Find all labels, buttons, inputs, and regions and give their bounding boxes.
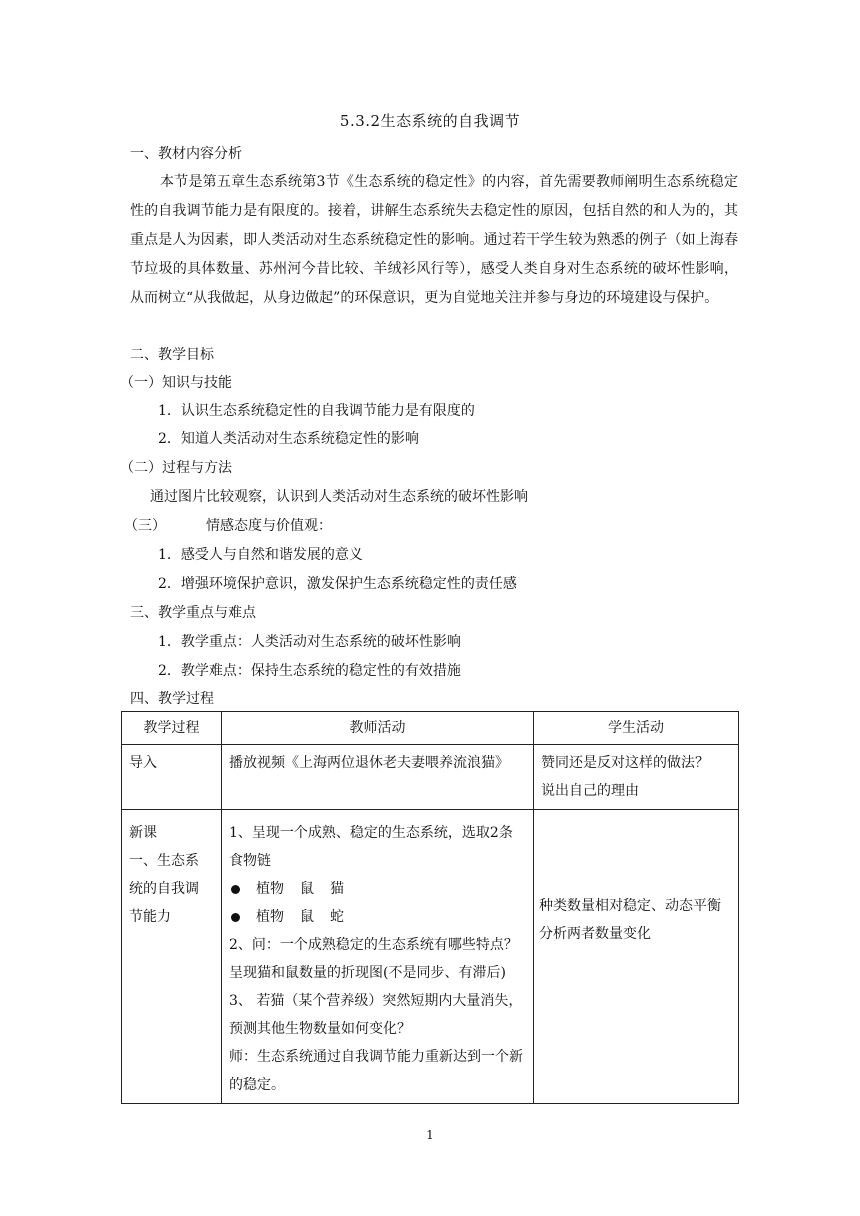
subheading-knowledge: （一）知识与技能 — [120, 375, 232, 391]
chain2-mouse: 鼠 — [300, 909, 314, 925]
goal-item-1: 1．认识生态系统稳定性的自我调节能力是有限度的 — [158, 403, 475, 419]
cell-intro-stage: 导入 — [122, 745, 222, 810]
chain2-snake: 蛇 — [330, 909, 344, 925]
stage-line-4: 节能力 — [129, 909, 171, 925]
section-heading-1: 一、教材内容分析 — [130, 146, 242, 162]
chain1-plant: 植物 — [256, 881, 284, 897]
cell-intro-teacher: 播放视频《上海两位退休老夫妻喂养流浪猫》 — [222, 745, 534, 810]
stage-line-2: 一、生态系 — [129, 853, 199, 869]
difficult-point: 2．教学难点：保持生态系统的稳定性的有效措施 — [158, 663, 461, 679]
chain1-mouse: 鼠 — [300, 881, 314, 897]
food-chain-2 — [229, 903, 526, 931]
teacher-conclusion: 师：生态系统通过自我调节能力重新达到一个新的稳定。 — [229, 1049, 523, 1093]
subheading-process: （二）过程与方法 — [120, 460, 232, 476]
chain1-cat: 猫 — [330, 881, 344, 897]
subheading-attitude — [124, 512, 744, 540]
section-heading-3: 三、教学重点与难点 — [130, 605, 256, 621]
bullet-icon — [231, 913, 240, 922]
stage-line-3: 统的自我调 — [129, 881, 199, 897]
header-stage: 教学过程 — [122, 712, 222, 745]
cell-newlesson-stage — [122, 810, 222, 1104]
teaching-process-table — [121, 711, 739, 1104]
cell-intro-student — [534, 745, 739, 810]
section-heading-4: 四、教学过程 — [130, 691, 214, 707]
subheading-attitude-label: 情感态度与价值观： — [206, 518, 332, 534]
page-number: 1 — [426, 1128, 434, 1142]
header-student: 学生活动 — [534, 712, 739, 745]
food-chain-1 — [229, 875, 526, 903]
cell-newlesson-student — [534, 810, 739, 1104]
student-line-1: 种类数量相对稳定、动态平衡 — [539, 898, 721, 914]
attitude-item-2: 2．增强环境保护意识，激发保护生态系统稳定性的责任感 — [158, 576, 517, 592]
chain2-plant: 植物 — [256, 909, 284, 925]
goal-item-2: 2．知道人类活动对生态系统稳定性的影响 — [158, 431, 419, 447]
subheading-attitude-number: （三） — [124, 518, 166, 534]
teacher-question: 2、问：一个成熟稳定的生态系统有哪些特点？ — [229, 937, 518, 953]
attitude-item-1: 1．感受人与自然和谐发展的意义 — [158, 547, 363, 563]
intro-student-line-2: 说出自己的理由 — [541, 783, 639, 799]
bullet-icon — [231, 885, 240, 894]
teacher-intro: 1、呈现一个成熟、稳定的生态系统，选取2条食物链 — [229, 825, 513, 869]
table-row-newlesson — [122, 810, 739, 1104]
cell-newlesson-teacher — [222, 810, 534, 1104]
table-row-intro — [122, 745, 739, 810]
document-title: 5.3.2生态系统的自我调节 — [339, 112, 521, 130]
section-heading-2: 二、教学目标 — [130, 347, 214, 363]
student-line-2: 分析两者数量变化 — [539, 926, 651, 942]
teacher-chart-note: 呈现猫和鼠数量的折现图(不是同步、有滞后) — [229, 965, 506, 981]
intro-student-line-1: 赞同还是反对这样的做法？ — [541, 755, 709, 771]
header-teacher: 教师活动 — [222, 712, 534, 745]
analysis-paragraph: 本节是第五章生态系统第3节《生态系统的稳定性》的内容，首先需要教师阐明生态系统稳定性的自我调节能力是有限度的。接着，讲解生态系统失去稳定性的原因，包括自然的和人为的，其重点是人为因素，即人类活动对生态系统稳定性的影响。通过若干学生较为熟悉的例子（如上海春节垃圾的具体数量、苏州河今昔比较、羊绒衫风行等），感受人类自身对生态系统的破坏性影响，从而树立“从我做起，从身边做起”的环保意识，更为自觉地关注并参与身边的环境建设与保护。 — [130, 174, 738, 306]
stage-line-1: 新课 — [129, 825, 157, 841]
table-header-row — [122, 712, 739, 745]
teacher-prediction: 3、 若猫（某个营养级）突然短期内大量消失，预测其他生物数量如何变化？ — [229, 993, 523, 1037]
process-text: 通过图片比较观察，认识到人类活动对生态系统的破坏性影响 — [150, 489, 528, 505]
key-point: 1．教学重点：人类活动对生态系统的破坏性影响 — [158, 634, 461, 650]
